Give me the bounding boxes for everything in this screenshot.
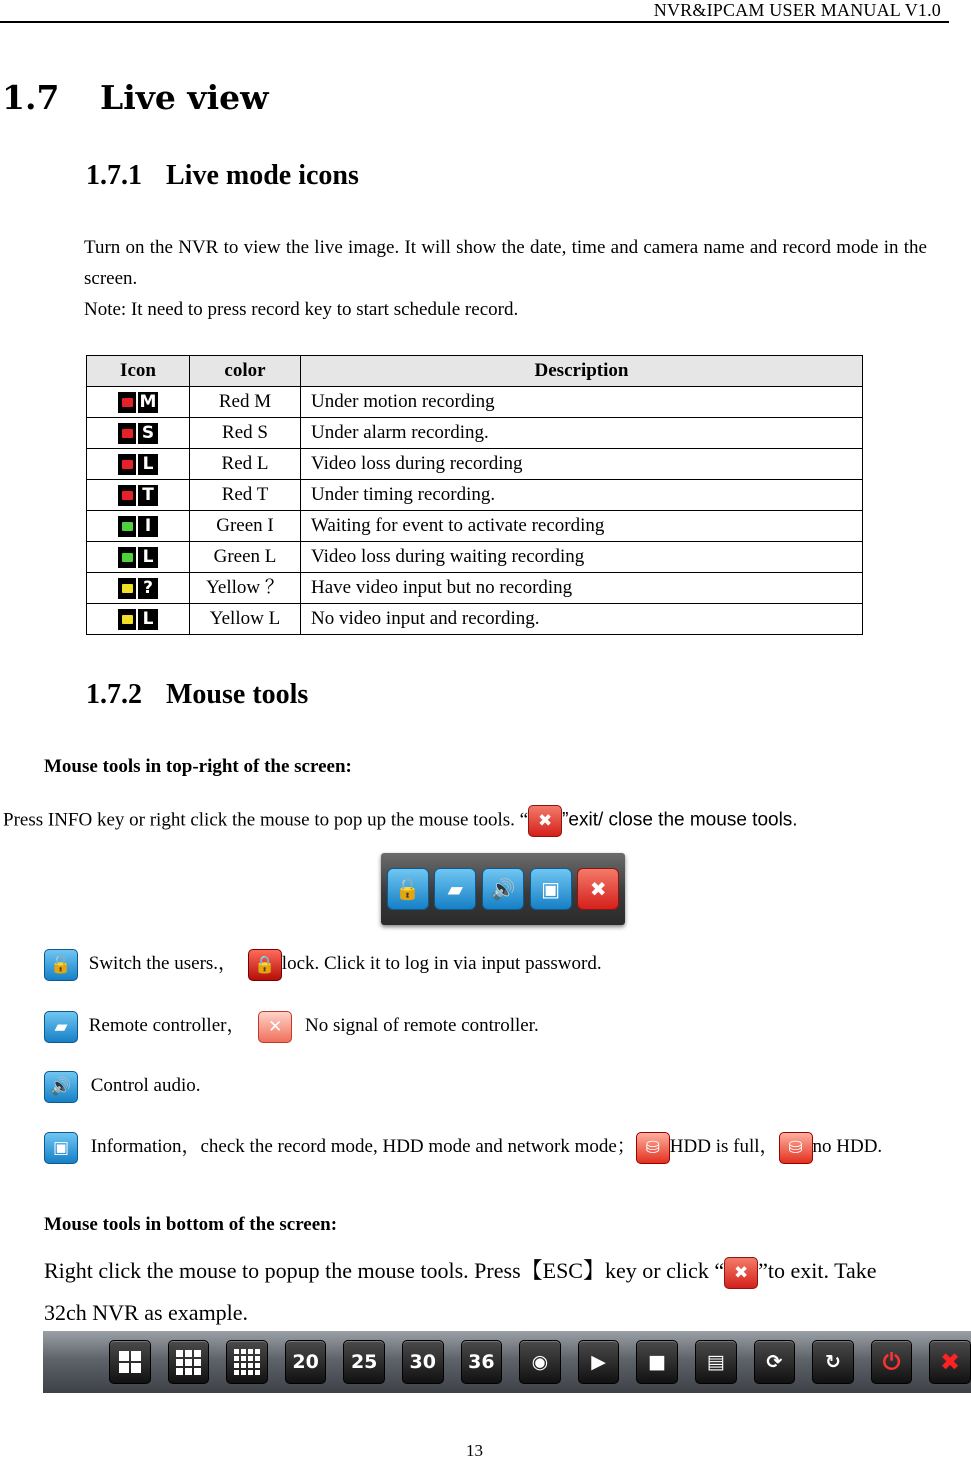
record-icon[interactable]: ◉	[519, 1340, 561, 1384]
subsection-title-1: Live mode icons	[166, 160, 359, 191]
top-mouse-toolbar	[381, 853, 625, 925]
color-cell: Yellow ？	[190, 573, 301, 604]
section-number: 1.7	[2, 78, 60, 117]
mode-icon-cell	[87, 542, 190, 573]
description-cell: Video loss during waiting recording	[301, 542, 863, 573]
table-row	[87, 387, 863, 418]
remote-line	[44, 1010, 539, 1043]
bottom-tools-text-a: Right click the mouse to popup the mouse tools. Press【ESC】key or click “	[44, 1258, 725, 1283]
bottom-tools-label: Mouse tools in bottom of the screen:	[44, 1214, 338, 1235]
color-cell: Red S	[190, 418, 301, 449]
lock-text: lock. Click it to log in via input password.	[281, 953, 602, 974]
description-cell: No video input and recording.	[301, 604, 863, 635]
intro-text	[84, 232, 927, 325]
subsection-number-1: 1.7.1	[86, 160, 142, 191]
menu-icon[interactable]: ▤	[695, 1340, 737, 1384]
stop-icon[interactable]: ■	[636, 1340, 678, 1384]
info-text: Information，check the record mode, HDD mode and network mode；	[90, 1136, 636, 1157]
top-tools-intro	[3, 805, 798, 837]
split-30-button[interactable]: 30	[402, 1340, 444, 1384]
bottom-tools-line1	[44, 1254, 877, 1289]
bottom-tools-line2: 32ch NVR as example.	[44, 1300, 249, 1325]
no-signal-remote-icon: ✕	[258, 1011, 292, 1043]
top-tools-label: Mouse tools in top-right of the screen:	[44, 756, 352, 777]
play-icon[interactable]: ▶	[578, 1340, 620, 1384]
remote-text: Remote controller，	[88, 1015, 246, 1036]
top-tools-intro-a: Press INFO key or right click the mouse to pop up the mouse tools. “	[3, 809, 529, 831]
split-4-icon[interactable]	[109, 1340, 151, 1384]
record-mode-icon: I	[118, 516, 158, 537]
mode-icon-cell	[87, 387, 190, 418]
switch-user-icon[interactable]: 🔓	[387, 868, 429, 910]
table-row	[87, 573, 863, 604]
color-cell: Red M	[190, 387, 301, 418]
no-hdd-text: no HDD.	[812, 1136, 883, 1157]
bottom-tools-text-b: ”to exit. Take	[758, 1258, 877, 1283]
record-mode-icon: L	[118, 454, 158, 475]
description-cell: Waiting for event to activate recording	[301, 511, 863, 542]
section-title: Live view	[100, 78, 269, 117]
color-cell: Red L	[190, 449, 301, 480]
mode-icon-cell	[87, 511, 190, 542]
split-36-button[interactable]: 36	[461, 1340, 503, 1384]
power-icon[interactable]: ⏻	[871, 1340, 913, 1384]
record-mode-icon: ?	[118, 578, 158, 599]
description-cell: Under motion recording	[301, 387, 863, 418]
close-toolbar-icon[interactable]: ✖	[577, 868, 619, 910]
description-cell: Have video input but no recording	[301, 573, 863, 604]
live-mode-icons-table	[86, 355, 863, 635]
header-color: color	[190, 356, 301, 387]
rotate-icon[interactable]: ⟳	[754, 1340, 796, 1384]
remote-controller-icon[interactable]: ▰	[434, 868, 476, 910]
table-header-row	[87, 356, 863, 387]
switch-users-text: Switch the users.，	[88, 953, 238, 974]
no-signal-text: No signal of remote controller.	[304, 1015, 539, 1036]
close-icon: ✖	[724, 1257, 758, 1289]
no-hdd-icon: ⛁	[779, 1132, 813, 1164]
refresh-icon[interactable]: ↻	[812, 1340, 854, 1384]
table-row	[87, 449, 863, 480]
section-heading	[2, 78, 269, 117]
color-cell: Red T	[190, 480, 301, 511]
subsection-heading-1	[86, 160, 359, 192]
mode-icon-cell	[87, 573, 190, 604]
intro-paragraph: Turn on the NVR to view the live image. It will show the date, time and camera name and record mode in the screen.	[84, 237, 927, 289]
top-tools-intro-b: ”exit/ close the mouse tools.	[562, 809, 798, 831]
table-row	[87, 511, 863, 542]
split-16-icon[interactable]	[226, 1340, 268, 1384]
header-rule	[0, 21, 949, 23]
info-line	[44, 1131, 882, 1164]
mode-icon-cell	[87, 480, 190, 511]
split-25-button[interactable]: 25	[343, 1340, 385, 1384]
description-cell: Video loss during recording	[301, 449, 863, 480]
header-description: Description	[301, 356, 863, 387]
switch-users-line	[44, 948, 602, 981]
info-icon[interactable]: ▣	[530, 868, 572, 910]
lock-icon: 🔒	[248, 949, 282, 981]
hdd-full-icon: ⛁	[636, 1132, 670, 1164]
close-icon: ✖	[528, 805, 562, 837]
header-icon: Icon	[87, 356, 190, 387]
split-20-button[interactable]: 20	[285, 1340, 327, 1384]
mode-icon-cell	[87, 449, 190, 480]
intro-note: Note: It need to press record key to start schedule record.	[84, 299, 519, 320]
subsection-heading-2	[86, 679, 308, 711]
info-icon: ▣	[44, 1132, 78, 1164]
audio-icon: 🔊	[44, 1071, 78, 1103]
color-cell: Green L	[190, 542, 301, 573]
table-row	[87, 542, 863, 573]
color-cell: Yellow L	[190, 604, 301, 635]
switch-user-icon: 🔓	[44, 949, 78, 981]
audio-text: Control audio.	[90, 1075, 201, 1097]
mode-icon-cell	[87, 418, 190, 449]
close-icon[interactable]: ✖	[929, 1340, 971, 1384]
bottom-mouse-toolbar	[43, 1331, 971, 1393]
table-row	[87, 480, 863, 511]
record-mode-icon: S	[118, 423, 158, 444]
mode-icon-cell	[87, 604, 190, 635]
description-cell: Under timing recording.	[301, 480, 863, 511]
audio-line	[44, 1071, 201, 1103]
subsection-title-2: Mouse tools	[166, 679, 309, 710]
audio-icon[interactable]: 🔊	[482, 868, 524, 910]
description-cell: Under alarm recording.	[301, 418, 863, 449]
split-9-icon[interactable]	[168, 1340, 210, 1384]
color-cell: Green I	[190, 511, 301, 542]
record-mode-icon: L	[118, 547, 158, 568]
record-mode-icon: M	[118, 392, 158, 413]
hdd-full-text: HDD is full，	[669, 1136, 779, 1157]
record-mode-icon: T	[118, 485, 158, 506]
table-row	[87, 418, 863, 449]
page-header: NVR&IPCAM USER MANUAL V1.0	[653, 0, 941, 20]
record-mode-icon: L	[118, 609, 158, 630]
page-number: 13	[466, 1441, 483, 1460]
table-row	[87, 604, 863, 635]
remote-controller-icon: ▰	[44, 1011, 78, 1043]
subsection-number-2: 1.7.2	[86, 679, 142, 710]
